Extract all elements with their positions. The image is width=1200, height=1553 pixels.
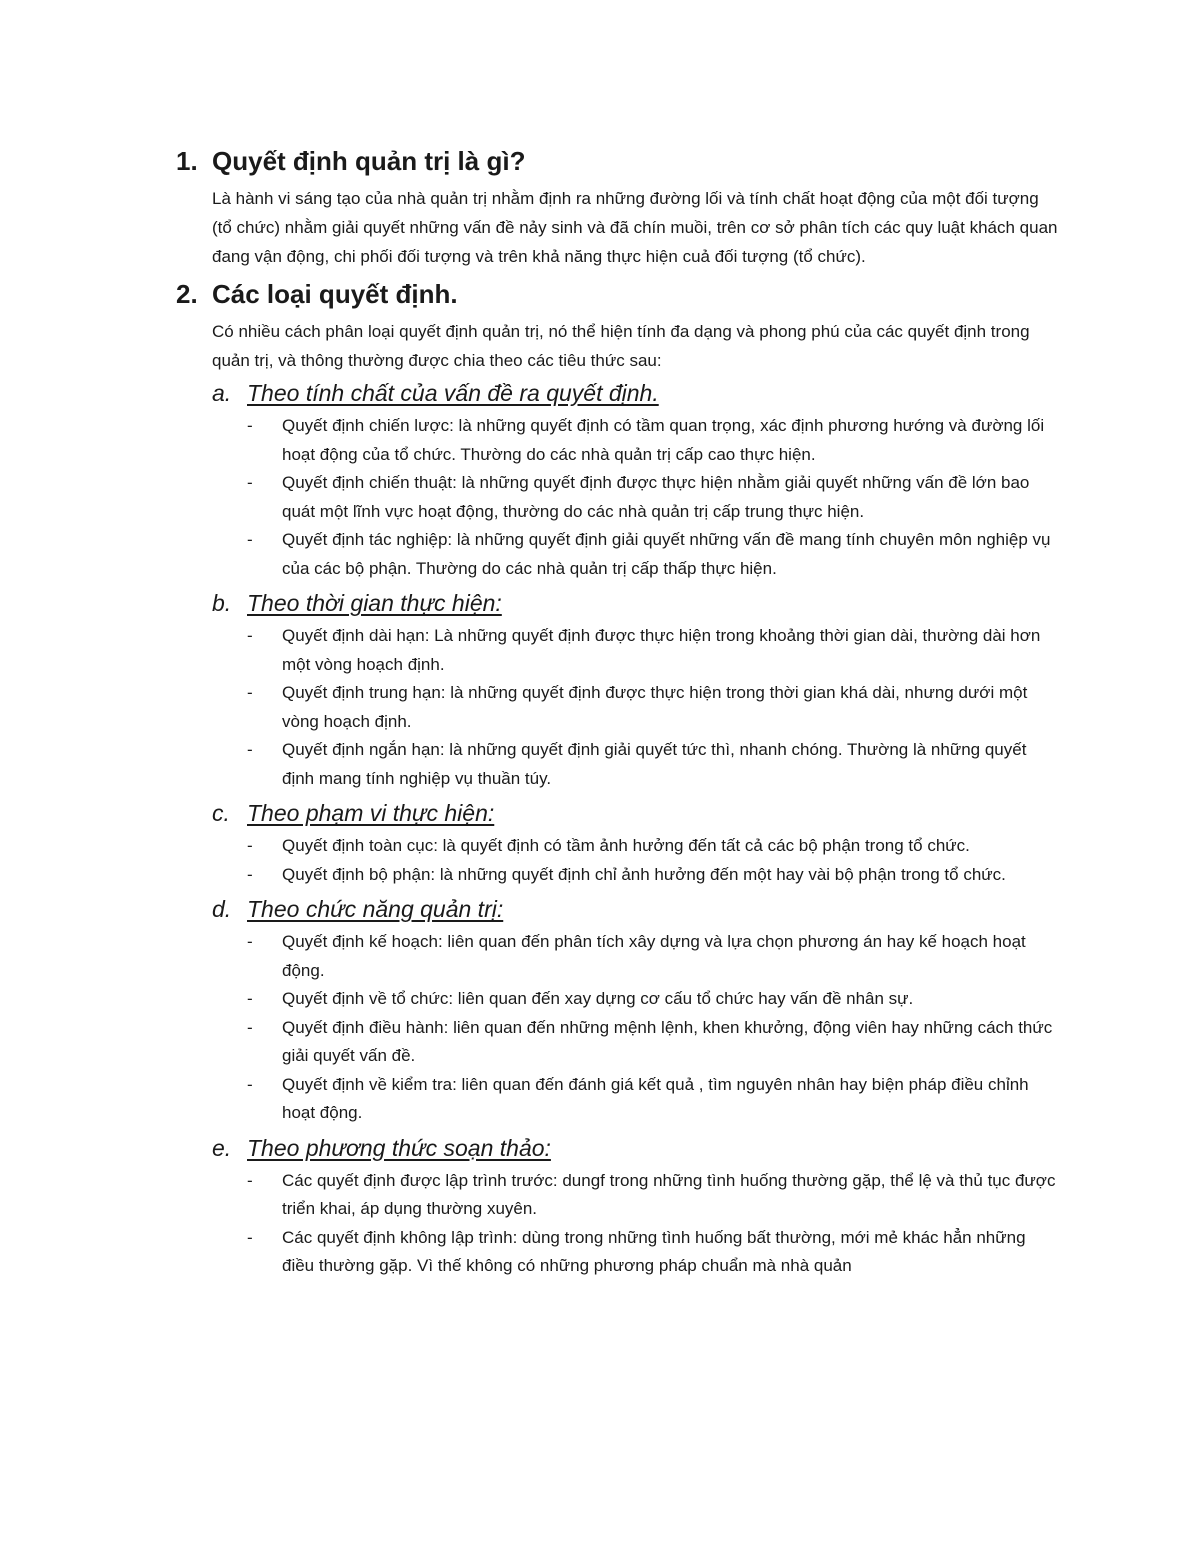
dash-bullet: - bbox=[247, 416, 253, 435]
list-item bbox=[247, 526, 1059, 583]
dash-bullet: - bbox=[247, 1017, 253, 1037]
list-item bbox=[247, 832, 1059, 861]
section-1-paragraph: Là hành vi sáng tạo của nhà quản trị nhằm định ra những đường lối và tính chất hoạt động của một đối tượng (tổ chức) nhằm giải quyết những vấn đề nảy sinh và đã chín muồi, trên cơ sở phân tích các quy luật khách quan đang vận động, chi phối đối tượng và trên khả năng thực hiện cuả đối tượng (tổ chức). bbox=[212, 189, 1058, 266]
list-item-text: Quyết định tác nghiệp: là những quyết định giải quyết những vấn đề mang tính chuyên môn nghiệp vụ của các bộ phận. Thường do các nhà quản trị cấp thấp thực hiện. bbox=[282, 530, 1051, 578]
list-item bbox=[247, 861, 1059, 890]
list-item bbox=[247, 1071, 1059, 1128]
list-item bbox=[247, 622, 1059, 679]
dash-bullet: - bbox=[247, 989, 253, 1008]
subsection-b-letter: b. bbox=[212, 590, 232, 616]
dash-bullet: - bbox=[247, 836, 253, 855]
section-2-title: Các loại quyết định. bbox=[212, 279, 458, 309]
section-1-title: Quyết định quản trị là gì? bbox=[212, 146, 526, 176]
section-2-heading bbox=[176, 273, 1066, 315]
list-item-text: Các quyết định được lập trình trước: dungf trong những tình huống thường gặp, thể lệ và thủ tục được triển khai, áp dụng thường xuyên. bbox=[282, 1170, 1056, 1218]
subsection-e-list bbox=[247, 1167, 1059, 1281]
subsection-d-title: Theo chức năng quản trị: bbox=[247, 896, 504, 922]
subsection-a-list bbox=[247, 412, 1059, 583]
list-item bbox=[247, 736, 1059, 793]
list-item bbox=[247, 412, 1059, 469]
list-item bbox=[247, 985, 1059, 1014]
subsection-c-list bbox=[247, 832, 1059, 889]
document-content bbox=[176, 140, 1066, 1281]
subsection-b-heading bbox=[212, 585, 1066, 622]
subsection-e-heading bbox=[212, 1130, 1066, 1167]
dash-bullet: - bbox=[247, 683, 253, 702]
dash-bullet: - bbox=[247, 864, 253, 884]
section-1-heading bbox=[176, 140, 1066, 182]
subsection-a-letter: a. bbox=[212, 380, 232, 406]
subsection-a-title: Theo tính chất của vấn đề ra quyết định. bbox=[247, 380, 659, 406]
list-item bbox=[247, 679, 1059, 736]
dash-bullet: - bbox=[247, 1074, 253, 1094]
dash-bullet: - bbox=[247, 626, 253, 645]
dash-bullet: - bbox=[247, 1227, 253, 1247]
subsection-c-title: Theo phạm vi thực hiện: bbox=[247, 800, 495, 826]
dash-bullet: - bbox=[247, 1170, 253, 1190]
list-item bbox=[247, 1167, 1059, 1224]
list-item-text: Quyết định toàn cục: là quyết định có tầm ảnh hưởng đến tất cả các bộ phận trong tổ chức. bbox=[282, 836, 970, 855]
list-item-text: Quyết định kế hoạch: liên quan đến phân tích xây dựng và lựa chọn phương án hay kế hoạch hoạt động. bbox=[282, 932, 1026, 980]
subsection-d-letter: d. bbox=[212, 896, 232, 922]
list-item-text: Các quyết định không lập trình: dùng trong những tình huống bất thường, mới mẻ khác hẳn những điều thường gặp. Vì thế không có những phương pháp chuẩn mà nhà quản bbox=[282, 1227, 1026, 1275]
list-item-text: Quyết định dài hạn: Là những quyết định được thực hiện trong khoảng thời gian dài, thường dài hơn một vòng hoạch định. bbox=[282, 626, 1041, 674]
list-item-text: Quyết định chiến thuật: là những quyết định được thực hiện nhằm giải quyết những vấn đề lớn bao quát một lĩnh vực hoạt động, thường do các nhà quản trị cấp trung thực hiện. bbox=[282, 473, 1030, 521]
list-item-text: Quyết định trung hạn: là những quyết định được thực hiện trong thời gian khá dài, nhưng dưới một vòng hoạch định. bbox=[282, 683, 1028, 731]
list-item-text: Quyết định bộ phận: là những quyết định chỉ ảnh hưởng đến một hay vài bộ phận trong tổ chức. bbox=[282, 864, 1006, 884]
dash-bullet: - bbox=[247, 932, 253, 951]
list-item-text: Quyết định ngắn hạn: là những quyết định giải quyết tức thì, nhanh chóng. Thường là những quyết định mang tính nghiệp vụ thuần túy. bbox=[282, 740, 1027, 788]
list-item-text: Quyết định về tổ chức: liên quan đến xay dựng cơ cấu tổ chức hay vấn đề nhân sự. bbox=[282, 989, 914, 1008]
subsection-b-title: Theo thời gian thực hiện: bbox=[247, 590, 502, 616]
subsection-d-heading bbox=[212, 891, 1066, 928]
list-item bbox=[247, 928, 1059, 985]
subsection-e-title: Theo phương thức soạn thảo: bbox=[247, 1134, 551, 1161]
list-item-text: Quyết định về kiểm tra: liên quan đến đánh giá kết quả , tìm nguyên nhân hay biện pháp điều chỉnh hoạt động. bbox=[282, 1074, 1029, 1122]
dash-bullet: - bbox=[247, 473, 253, 492]
dash-bullet: - bbox=[247, 530, 253, 549]
section-1-number: 1. bbox=[176, 146, 198, 176]
subsection-b-list bbox=[247, 622, 1059, 793]
list-item bbox=[247, 1014, 1059, 1071]
section-2-number: 2. bbox=[176, 279, 198, 309]
subsection-c-heading bbox=[212, 795, 1066, 832]
subsection-c-letter: c. bbox=[212, 800, 230, 826]
list-item bbox=[247, 1224, 1059, 1281]
list-item-text: Quyết định điều hành: liên quan đến những mệnh lệnh, khen khưởng, động viên hay những cách thức giải quyết vấn đề. bbox=[282, 1017, 1053, 1065]
subsection-e-letter: e. bbox=[212, 1134, 232, 1161]
subsection-d-list bbox=[247, 928, 1059, 1128]
subsection-a-heading bbox=[212, 375, 1066, 412]
list-item-text: Quyết định chiến lược: là những quyết định có tầm quan trọng, xác định phương hướng và đường lối hoạt động của tổ chức. Thường do các nhà quản trị cấp cao thực hiện. bbox=[282, 416, 1045, 464]
dash-bullet: - bbox=[247, 740, 253, 759]
section-2-paragraph: Có nhiều cách phân loại quyết định quản trị, nó thể hiện tính đa dạng và phong phú của các quyết định trong quản trị, và thông thường được chia theo các tiêu thức sau: bbox=[212, 322, 1030, 370]
list-item bbox=[247, 469, 1059, 526]
